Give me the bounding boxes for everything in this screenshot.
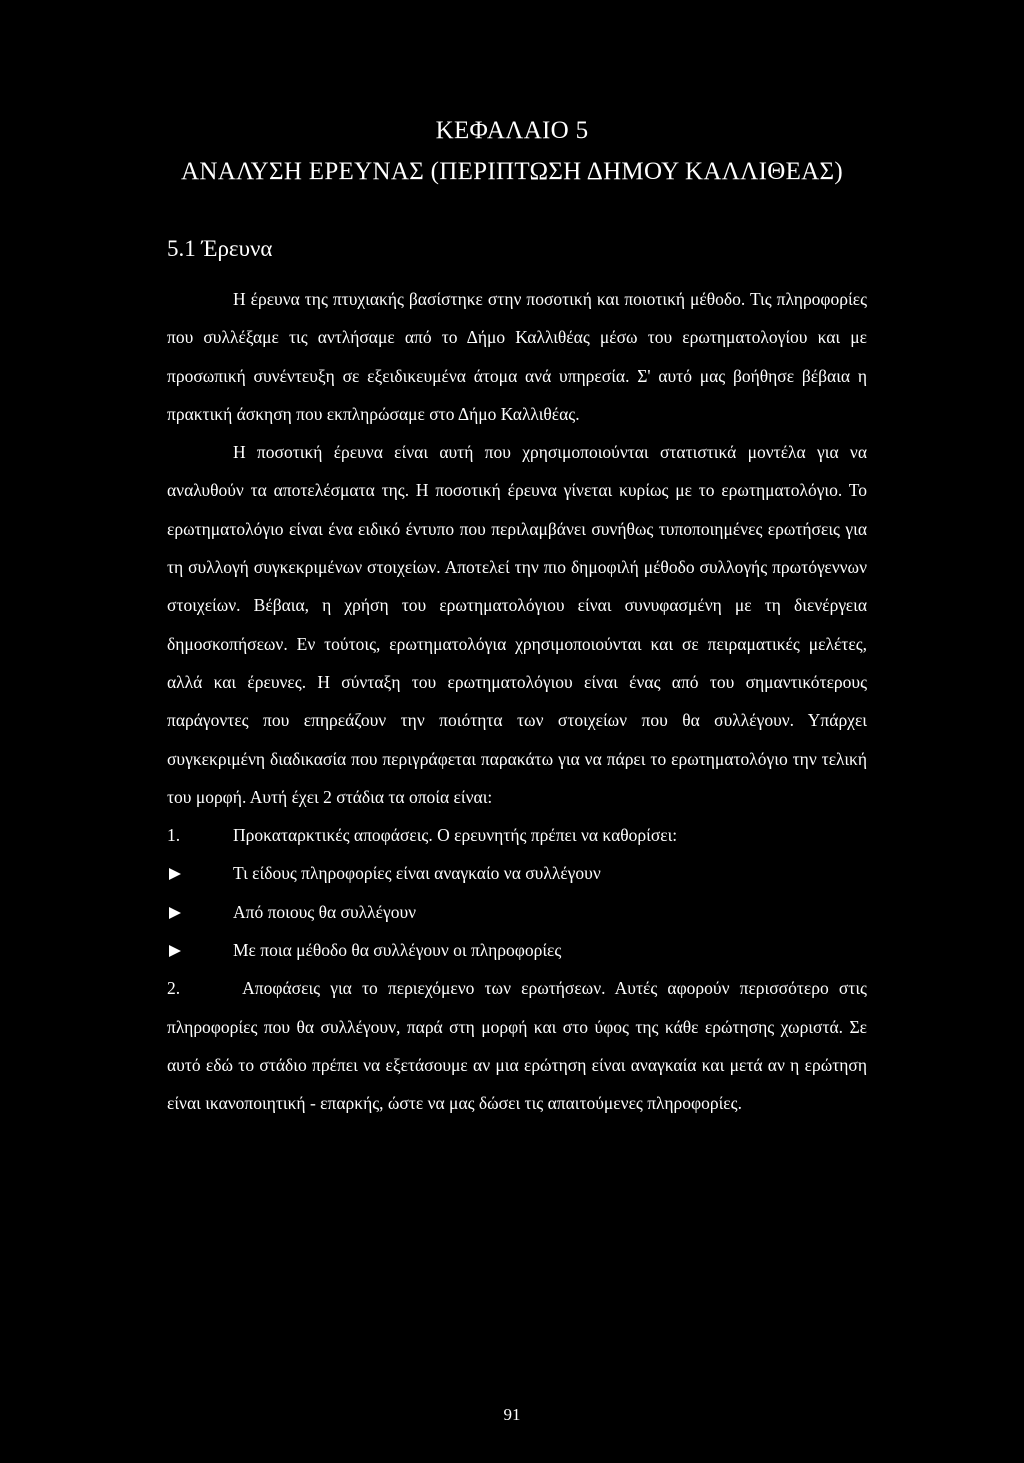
bullet-item-text: Τι είδους πληροφορίες είναι αναγκαίο να συλλέγουν	[233, 863, 601, 884]
numbered-item	[167, 969, 867, 1122]
bullet-item-text: Με ποια μέθοδο θα συλλέγουν οι πληροφορίες	[233, 940, 562, 961]
arrowhead-bullet-icon	[169, 945, 181, 957]
numbered-item	[167, 816, 867, 854]
list-number: 2.	[167, 978, 181, 999]
bullet-item-text: Από ποιους θα συλλέγουν	[233, 901, 417, 922]
numbered-item-text-2: Αποφάσεις για το περιεχόμενο των ερωτήσεων. Αυτές αφορούν περισσότερο στις πληροφορίες που θα συλλέγουν, παρά στη μορφή και στο ύφος της κάθε ερώτησης χωριστά. Σε αυτό εδώ το στάδιο πρέπει να εξετάσουμε αν μια ερώτηση είναι αναγκαία και μετά αν η ερώτηση είναι ικανοποιητική - επαρκής, ώστε να μας δώσει τις απαιτούμενες πληροφορίες.	[167, 978, 867, 1114]
bullet-item	[167, 854, 867, 892]
bullet-item	[167, 931, 867, 969]
page-number: 91	[503, 1405, 521, 1424]
paragraph: Η έρευνα της πτυχιακής βασίστηκε στην ποσοτική και ποιοτική μέθοδο. Τις πληροφορίες που συλλέξαμε τις αντλήσαμε από το Δήμο Καλλιθέας μέσω του ερωτηματολογίου και με προσωπική συνέντευξη σε εξειδικευμένα άτομα ανά υπηρεσία. Σ' αυτό μας βοήθησε βέβαια η πρακτική άσκηση που εκπληρώσαμε στο Δήμο Καλλιθέας.	[167, 289, 867, 424]
list-number: 1.	[167, 825, 181, 846]
chapter-number: ΚΕΦΑΛΑΙΟ 5	[435, 117, 589, 144]
arrowhead-bullet-icon	[169, 907, 181, 919]
numbered-item-text: Προκαταρκτικές αποφάσεις. Ο ερευνητής πρέπει να καθορίσει:	[233, 825, 678, 846]
arrowhead-bullet-icon	[169, 868, 181, 880]
chapter-title: ΑΝΑΛΥΣΗ ΕΡΕΥΝΑΣ (ΠΕΡΙΠΤΩΣΗ ΔΗΜΟΥ ΚΑΛΛΙΘΕΑΣ)	[180, 158, 843, 185]
body-text	[167, 280, 867, 1123]
bullet-item	[167, 893, 867, 931]
paragraph: Η ποσοτική έρευνα είναι αυτή που χρησιμοποιούνται στατιστικά μοντέλα για να αναλυθούν τα αποτελέσματα της. Η ποσοτική έρευνα γίνεται κυρίως με το ερωτηματολόγιο. Το ερωτηματολόγιο είναι ένα ειδικό έντυπο που περιλαμβάνει συνήθως τυποποιημένες ερωτήσεις για τη συλλογή συγκεκριμένων στοιχείων. Αποτελεί την πιο δημοφιλή μέθοδο συλλογής πρωτόγεννων στοιχείων. Βέβαια, η χρήση του ερωτηματολόγιου είναι συνυφασμένη με τη διενέργεια δημοσκοπήσεων. Εν τούτοις, ερωτηματολόγια χρησιμοποιούνται και σε πειραματικές μελέτες, αλλά και έρευνες. Η σύνταξη του ερωτηματολόγιου είναι ένας από του σημαντικότερους παράγοντες που επηρεάζουν την ποιότητα των στοιχείων που θα συλλέγουν. Υπάρχει συγκεκριμένη διαδικασία που περιγράφεται παρακάτω για να πάρει το ερωτηματολόγιο την τελική του μορφή. Αυτή έχει 2 στάδια τα οποία είναι:	[167, 442, 867, 807]
section-title: 5.1 Έρευνα	[167, 236, 273, 261]
